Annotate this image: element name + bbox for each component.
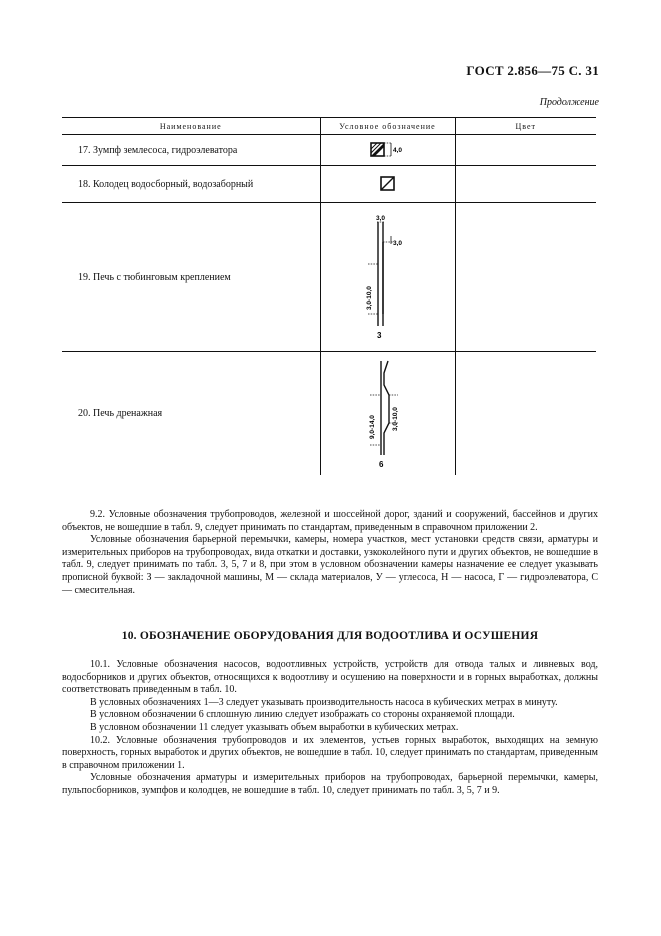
paragraph: 9.2. Условные обозначения трубопроводов, железной и шоссейной дорог, зданий и сооружений, бассейнов и других объектов, не вошедшие в табл. 9, следует принимать по стандартам, приведенным в справочном приложении 2. (62, 509, 598, 533)
drainage-wall-right (384, 361, 389, 455)
paragraph: 10.2. Условные обозначения трубопроводов и их элементов, устьев горных выработок, выходящих на земную поверхность, горных выработок и других объектов, не вошедшие в табл. 10, следует принимать по стандартам, приведенным в справочном приложении 1. (62, 734, 598, 771)
column-header-color: Цвет (455, 118, 596, 135)
drainage-chamber-drawing (358, 357, 418, 469)
paragraph: Условные обозначения барьерной перемычки, камеры, номера участков, мест установки средств связи, арматуры и измерительных приборов на трубопроводах, вида откатки и доставки, узкоколейного пути и других объектов, не вошедшие в табл. 9, следует принимать по табл. 3, 5, 7 и 8, при этом в условном обозначении камеры назначение ее следует указывать прописной буквой: З — закладочной машины, М — склада материалов, У — углесоса, Н — насоса, Г — гидроэлеватора, С — смесительная. (62, 534, 598, 596)
paragraph: Условные обозначения арматуры и измерительных приборов на трубопроводах, барьерной перемычки, камеры, пульпосборников, зумпфов и колодцев, не вошедшие в табл. 10, следует принимать по табл. 3, 5, 7 и 9. (62, 772, 598, 796)
table-header-row (62, 118, 596, 135)
row-name: 18. Колодец водосборный, водозаборный (62, 166, 320, 203)
sump-symbol-drawing (358, 140, 418, 160)
row-color (455, 135, 596, 166)
column-header-symbol: Условное обозначение (320, 118, 455, 135)
dim-left-label: 3,0-10,0 (365, 286, 373, 310)
tubing-chamber-drawing (358, 214, 418, 340)
dim-top-label: 3,0 (375, 215, 385, 222)
paragraph: 10.1. Условные обозначения насосов, водоотливных устройств, устройств для отвода талых и ливневых вод, водосборников и других объектов, относящихся к водоотливу и осушению на поверхности и в горных выработках, должны соответствовать приведенным в табл. 10. (62, 659, 598, 696)
table-row (62, 203, 596, 352)
row-name: 17. Зумпф землесоса, гидроэлеватора (62, 135, 320, 166)
section-9-text (62, 509, 598, 597)
section-title: 10. ОБОЗНАЧЕНИЕ ОБОРУДОВАНИЯ ДЛЯ ВОДООТЛИВА И ОСУШЕНИЯ (121, 630, 539, 642)
paragraph: В условных обозначениях 1—3 следует указывать производительность насоса в кубических метрах в минуту. (90, 696, 558, 708)
sump-symbol (320, 135, 455, 166)
table-row (62, 135, 596, 166)
table-row (62, 166, 596, 203)
drainage-chamber-symbol (320, 352, 455, 475)
dim-outer-label: 9,0-14,0 (368, 415, 376, 440)
dim-right-label: 3,0 (392, 240, 402, 247)
row-color (455, 203, 596, 352)
section-10-text (62, 659, 598, 798)
well-symbol (320, 166, 455, 203)
well-symbol-drawing (373, 174, 403, 194)
paragraph: В условном обозначении 6 сплошную линию следует изображать со стороны охраняемой площади. (90, 709, 515, 721)
page-header: ГОСТ 2.856—75 С. 31 (466, 63, 599, 78)
row-color (455, 166, 596, 203)
symbols-table (62, 117, 596, 475)
row-name: 19. Печь с тюбинговым креплением (62, 203, 320, 352)
table-row (62, 352, 596, 475)
tubing-chamber-symbol (320, 203, 455, 352)
row-color (455, 352, 596, 475)
sump-dim-label: 4,0 (392, 147, 402, 154)
continuation-label: Продолжение (539, 97, 599, 108)
column-header-name: Наименование (62, 118, 320, 135)
dim-inner-label: 3,0-10,0 (391, 407, 399, 432)
row-name: 20. Печь дренажная (78, 407, 163, 419)
symbol-number: 3 (376, 331, 381, 340)
paragraph: В условном обозначении 11 следует указывать объем выработки в кубических метрах. (90, 721, 459, 733)
symbol-number: 6 (378, 460, 383, 470)
